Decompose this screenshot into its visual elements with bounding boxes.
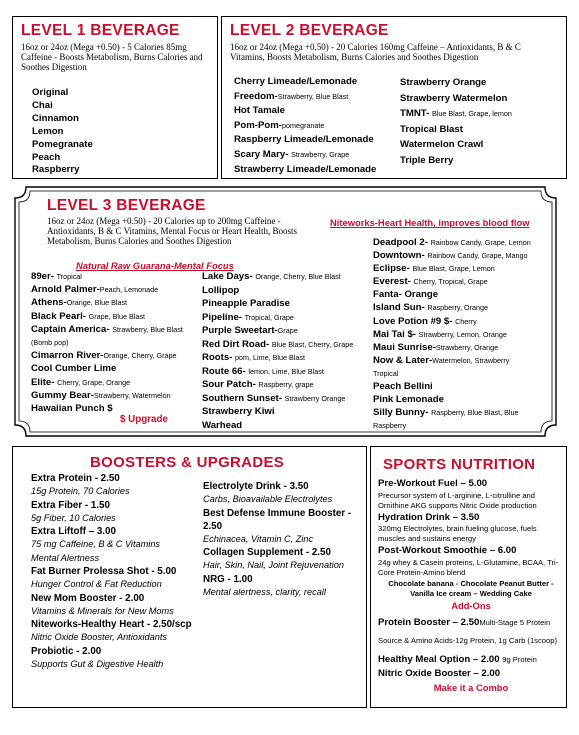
item-name: New Mom Booster - 2.00 — [31, 592, 145, 604]
list-item — [31, 618, 192, 644]
item-flavors: Orange, Blue Blast — [66, 298, 128, 308]
list-item — [373, 393, 531, 406]
item-flavors: Strawberry, Grape — [291, 149, 350, 159]
list-item — [373, 367, 531, 380]
flavor-line-2: Vanilla Ice cream – Wedding Cake — [410, 588, 532, 598]
item-name: Deadpool 2- — [373, 237, 431, 248]
item-description: 320mg Electrolytes, brain fueling glucose, fuels muscles and sustains energy — [378, 524, 537, 544]
item-description: 9g Protein — [502, 654, 537, 664]
item-description: 15g Protein, 70 Calories — [31, 486, 130, 496]
list-item: Original — [32, 87, 69, 98]
item-flavors: Rainbow Candy, Grape, Lemon — [430, 238, 531, 247]
item-name: Southern Sunset- — [202, 392, 285, 404]
item-name: Now & Later- — [373, 354, 433, 366]
level2-title: LEVEL 2 BEVERAGE — [230, 22, 389, 39]
item-description: 5g Fiber, 10 Calories — [31, 512, 116, 523]
list-item — [373, 341, 531, 354]
item-flavors: Peach, Lemonade — [99, 285, 159, 295]
list-item — [234, 148, 376, 163]
item-name: Silly Bunny- — [373, 407, 432, 419]
item-name: Sour Patch- — [202, 379, 259, 390]
item-flavors: lemon, Lime, Blue Blast — [248, 366, 324, 376]
level2-box — [221, 16, 567, 179]
boosters-title: BOOSTERS & UPGRADES — [90, 454, 285, 471]
item-flavors: Cherry, Grape, Orange — [57, 377, 131, 387]
level3-column-3 — [373, 236, 531, 432]
list-item: Lemon — [32, 125, 64, 137]
item-name: Nitric Oxide Booster – 2.00 — [378, 667, 501, 679]
list-item — [31, 310, 183, 323]
item-name: Captain America- — [31, 323, 113, 335]
item-name: Fat Burner Prolessa Shot - 5.00 — [31, 566, 177, 577]
list-item — [202, 405, 353, 419]
list-item: Raspberry — [32, 164, 80, 176]
list-item — [31, 336, 183, 349]
sports-content — [378, 478, 564, 694]
item-name: Maui Sunrise- — [373, 341, 436, 353]
list-item — [202, 270, 353, 284]
list-item: Chai — [32, 99, 53, 111]
list-item — [202, 284, 353, 298]
item-flavors: Raspberry — [373, 421, 407, 431]
item-name: Island Sun- — [373, 302, 428, 314]
guarana-header: Natural Raw Guarana-Mental Focus — [76, 260, 234, 271]
item-name: Cherry Limeade/Lemonade — [234, 76, 358, 87]
list-item — [31, 296, 183, 309]
item-flavors: Strawberry, Blue Blast — [277, 91, 349, 101]
boosters-left-list — [31, 472, 192, 671]
item-flavors: Strawberry, Orange — [435, 342, 499, 352]
item-name: Probiotic - 2.00 — [31, 645, 102, 657]
item-name: Healthy Meal Option – 2.00 — [378, 653, 503, 665]
item-name: Pom-Pom- — [234, 119, 282, 131]
list-item — [378, 478, 564, 511]
item-name: Warhead — [202, 419, 243, 431]
level3-box — [12, 184, 559, 439]
item-flavors: Blue Blast, Cherry, Grape — [271, 339, 354, 349]
item-name: Elite- — [31, 376, 58, 388]
list-item — [203, 507, 366, 546]
level2-left-list — [234, 75, 376, 177]
list-item — [31, 323, 183, 336]
list-item — [234, 133, 376, 148]
item-name: Extra Fiber - 1.50 — [31, 499, 110, 511]
list-item — [373, 315, 531, 328]
addons-label: Add-Ons — [451, 599, 491, 611]
item-description: Echinacea, Vitamin C, Zinc — [203, 533, 314, 544]
list-item — [378, 512, 564, 545]
item-name: Red Dirt Road- — [202, 338, 272, 350]
level1-flavor-list — [32, 87, 93, 177]
item-name: Black Pearl- — [31, 310, 89, 322]
item-description: Hair, Skin, Nail, Joint Rejuvenation — [203, 560, 344, 570]
item-description: Precursor system of L-arginine, L-citrulline and Ornithine AKG supports Nitric Oxide production — [378, 490, 537, 510]
list-item — [373, 328, 531, 341]
list-item — [31, 349, 183, 362]
item-flavors: Rainbow Candy, Grape, Mango — [427, 251, 528, 261]
item-description: Supports Gut & Digestive Health — [31, 658, 164, 669]
list-item — [373, 301, 531, 314]
list-item — [202, 378, 353, 392]
item-flavors: Raspberry, Orange — [427, 303, 488, 313]
item-name: Pink Lemonade — [373, 394, 444, 406]
list-item — [373, 419, 531, 432]
list-item — [234, 90, 376, 105]
item-name: Lollipop — [202, 284, 240, 296]
list-item — [31, 283, 183, 296]
level2-description: 16oz or 24oz (Mega +0.50) - 20 Calories 160mg Caffeine – Antioxidants, B & C Vitamins, Boosts Metabolism, Burns Calories and Soothes Digestion — [230, 42, 521, 62]
item-name: Freedom- — [234, 90, 278, 102]
list-item — [378, 545, 564, 578]
item-name: TMNT- — [400, 108, 432, 119]
flavor-line-1: Chocolate banana - Chocolate Peanut Butter - — [388, 578, 554, 588]
item-name: Protein Booster – 2.50 — [378, 616, 480, 628]
item-description: 75 mg Caffeine, B & C Vitamins — [31, 539, 161, 549]
item-name: Route 66- — [202, 365, 249, 377]
list-item — [378, 612, 564, 648]
list-item — [31, 592, 192, 618]
item-flavors: Orange, Cherry, Grape — [103, 351, 177, 361]
item-flavors: Raspberry, grape — [258, 380, 314, 389]
list-item — [31, 525, 192, 551]
item-name: Strawberry Limeade/Lemonade — [234, 163, 377, 175]
item-name: 89er- — [31, 271, 57, 282]
item-name: Lake Days- — [202, 271, 256, 282]
item-description: Vitamins & Minerals for New Moms — [31, 605, 174, 616]
list-item — [373, 380, 531, 393]
list-item — [373, 354, 531, 367]
list-item — [400, 122, 512, 138]
item-name: Roots- — [202, 352, 236, 363]
item-name: Strawberry Orange — [400, 77, 487, 88]
list-item — [400, 106, 512, 122]
item-name: Post-Workout Smoothie – 6.00 — [378, 545, 517, 557]
item-name: Cool Cumber Lime — [31, 363, 117, 375]
item-flavors: Tropical — [56, 272, 82, 281]
item-name: Hawaiian Punch $ — [31, 403, 113, 415]
item-flavors: Grape — [277, 326, 298, 335]
level1-description: 16oz or 24oz (Mega +0.50) - 5 Calories 85mg Caffeine - Boosts Metabolism, Burns Calories and Soothes Digestion — [21, 42, 203, 72]
addons-list — [378, 612, 564, 681]
level3-column-1 — [31, 270, 183, 415]
item-name: Love Potion #9 $- — [373, 315, 456, 327]
item-name: NRG - 1.00 — [203, 573, 253, 585]
list-item — [373, 288, 531, 301]
combo-label: Make it a Combo — [433, 682, 509, 694]
niteworks-header: Niteworks-Heart Health, improves blood flow — [330, 217, 530, 228]
list-item — [202, 419, 353, 433]
item-name: Collagen Supplement - 2.50 — [203, 547, 331, 558]
item-description: Hunger Control & Fat Reduction — [31, 579, 162, 589]
item-name: Pre-Workout Fuel – 5.00 — [378, 478, 488, 489]
list-item — [203, 480, 366, 506]
item-name: Hot Tamale — [234, 105, 285, 117]
sports-title: SPORTS NUTRITION — [383, 456, 536, 473]
level3-column-2 — [202, 270, 353, 432]
item-name: Hydration Drink – 3.50 — [378, 511, 480, 523]
upgrade-label: $ Upgrade — [120, 414, 168, 425]
item-name: Electrolyte Drink - 3.50 — [203, 481, 309, 492]
list-item — [31, 362, 183, 375]
list-item — [234, 75, 376, 90]
list-item — [202, 311, 353, 325]
item-flavors: Watermelon, Strawberry — [432, 355, 510, 365]
list-item — [202, 324, 353, 338]
item-flavors: Strawberry, Blue Blast — [112, 324, 183, 334]
list-item — [400, 91, 512, 107]
item-name: Watermelon Crawl — [400, 139, 484, 150]
list-item — [234, 104, 376, 119]
list-item — [373, 249, 531, 262]
item-flavors: Grape, Blue Blast — [88, 311, 145, 321]
item-name: Scary Mary- — [234, 148, 292, 160]
list-item — [202, 365, 353, 379]
item-flavors: Strawberry Orange — [284, 393, 346, 403]
level3-title: LEVEL 3 BEVERAGE — [47, 197, 206, 214]
item-flavors: pomegranate — [281, 120, 325, 130]
item-name: Pipeline- — [202, 311, 245, 323]
item-name: Extra Protein - 2.50 — [31, 473, 120, 484]
list-item — [31, 645, 192, 671]
item-flavors: pom, Lime, Blue Blast — [235, 353, 305, 362]
item-flavors: Cherry, Tropical, Grape — [413, 277, 488, 287]
list-item: Pomegranate — [32, 138, 93, 150]
list-item — [31, 472, 192, 498]
item-name: Strawberry Kiwi — [202, 406, 275, 417]
item-flavors: Strawberry, Watermelon — [93, 390, 171, 400]
item-name: Fanta- Orange — [373, 289, 439, 301]
item-description: 24g whey & Casein proteins, L-Glutamine, BCAA, Tri-Core Protein-Amino blend — [378, 557, 559, 577]
item-name: Pineapple Paradise — [202, 298, 290, 309]
list-item — [373, 262, 531, 275]
item-name: Strawberry Watermelon — [400, 92, 508, 104]
list-item — [31, 389, 183, 402]
list-item — [202, 351, 353, 365]
level1-title: LEVEL 1 BEVERAGE — [21, 22, 180, 39]
item-description: Multi-Stage 5 Protein Source & Amino Acids-12g Protein, 1g Carb (1scoop) — [378, 617, 557, 645]
item-flavors: (Bomb pop) — [31, 338, 69, 348]
item-name: Cimarron River- — [31, 350, 104, 362]
list-item — [31, 552, 192, 565]
item-name: Raspberry Limeade/Lemonade — [234, 134, 374, 146]
item-flavors: Blue Blast, Grape, Lemon — [412, 264, 495, 274]
item-flavors: Cherry — [455, 316, 477, 326]
item-name: Purple Sweetart- — [202, 325, 278, 336]
sports-nutrition-box — [370, 446, 567, 708]
list-item — [373, 236, 531, 249]
item-name: Extra Liftoff – 3.00 — [31, 526, 116, 537]
item-description: Mental alertness, clarity, recall — [203, 586, 326, 597]
item-name: Niteworks-Healthy Heart - 2.50/scp — [31, 619, 192, 630]
list-item — [234, 163, 376, 178]
item-name: Eclipse- — [373, 263, 413, 275]
level2-right-list — [400, 75, 512, 168]
list-item — [400, 153, 512, 169]
item-name: Gummy Bear- — [31, 389, 94, 401]
item-flavors: Orange, Cherry, Blue Blast — [255, 272, 341, 281]
list-item — [202, 392, 353, 406]
boosters-right-list — [203, 480, 366, 599]
item-flavors: Raspberry, Blue Blast, Blue — [431, 408, 519, 418]
item-flavors: Tropical — [373, 368, 399, 378]
list-item — [400, 75, 512, 91]
list-item — [373, 406, 531, 419]
item-name: Mai Tai $- — [373, 328, 419, 340]
item-name: Arnold Palmer- — [31, 284, 100, 296]
item-description: Nitric Oxide Booster, Antioxidants — [31, 632, 167, 642]
item-name: Best Defense Immune Booster - 2.50 — [203, 507, 352, 532]
item-flavors: Tropical, Grape — [244, 312, 294, 322]
list-item — [31, 270, 183, 283]
list-item: Cinnamon — [32, 112, 79, 124]
list-item — [203, 573, 366, 599]
list-item — [31, 565, 192, 591]
item-description: Mental Alertness — [31, 552, 100, 563]
list-item — [373, 275, 531, 288]
list-item — [378, 649, 564, 667]
list-item — [202, 338, 353, 352]
item-name: Downtown- — [373, 250, 428, 262]
list-item — [31, 376, 183, 389]
list-item — [202, 297, 353, 311]
item-name: Everest- — [373, 276, 414, 288]
item-description: Carbs, Bioavailable Electrolytes — [203, 494, 333, 504]
level1-box — [12, 16, 218, 179]
item-name: Athens- — [31, 297, 67, 309]
sports-item-list — [378, 478, 564, 578]
list-item — [234, 119, 376, 134]
item-flavors: Blue Blast, Grape, lemon — [431, 109, 512, 118]
list-item — [31, 499, 192, 525]
list-item — [378, 668, 564, 681]
item-name: Tropical Blast — [400, 123, 463, 135]
item-name: Triple Berry — [400, 154, 454, 166]
list-item — [203, 546, 366, 572]
item-flavors: Strawberry, Lemon, Orange — [418, 329, 507, 339]
boosters-box — [12, 446, 367, 708]
level3-description: 16oz or 24oz (Mega +0.50) - 20 Calories up to 200mg Caffeine - Antioxidants, B & C Vitamins, Mental Focus or Heart Health, Boosts Metabolism, Burns Calories and Soothes Digestion — [47, 216, 298, 246]
item-name: Peach Bellini — [373, 381, 433, 393]
list-item — [400, 137, 512, 153]
list-item: Peach — [32, 151, 61, 163]
